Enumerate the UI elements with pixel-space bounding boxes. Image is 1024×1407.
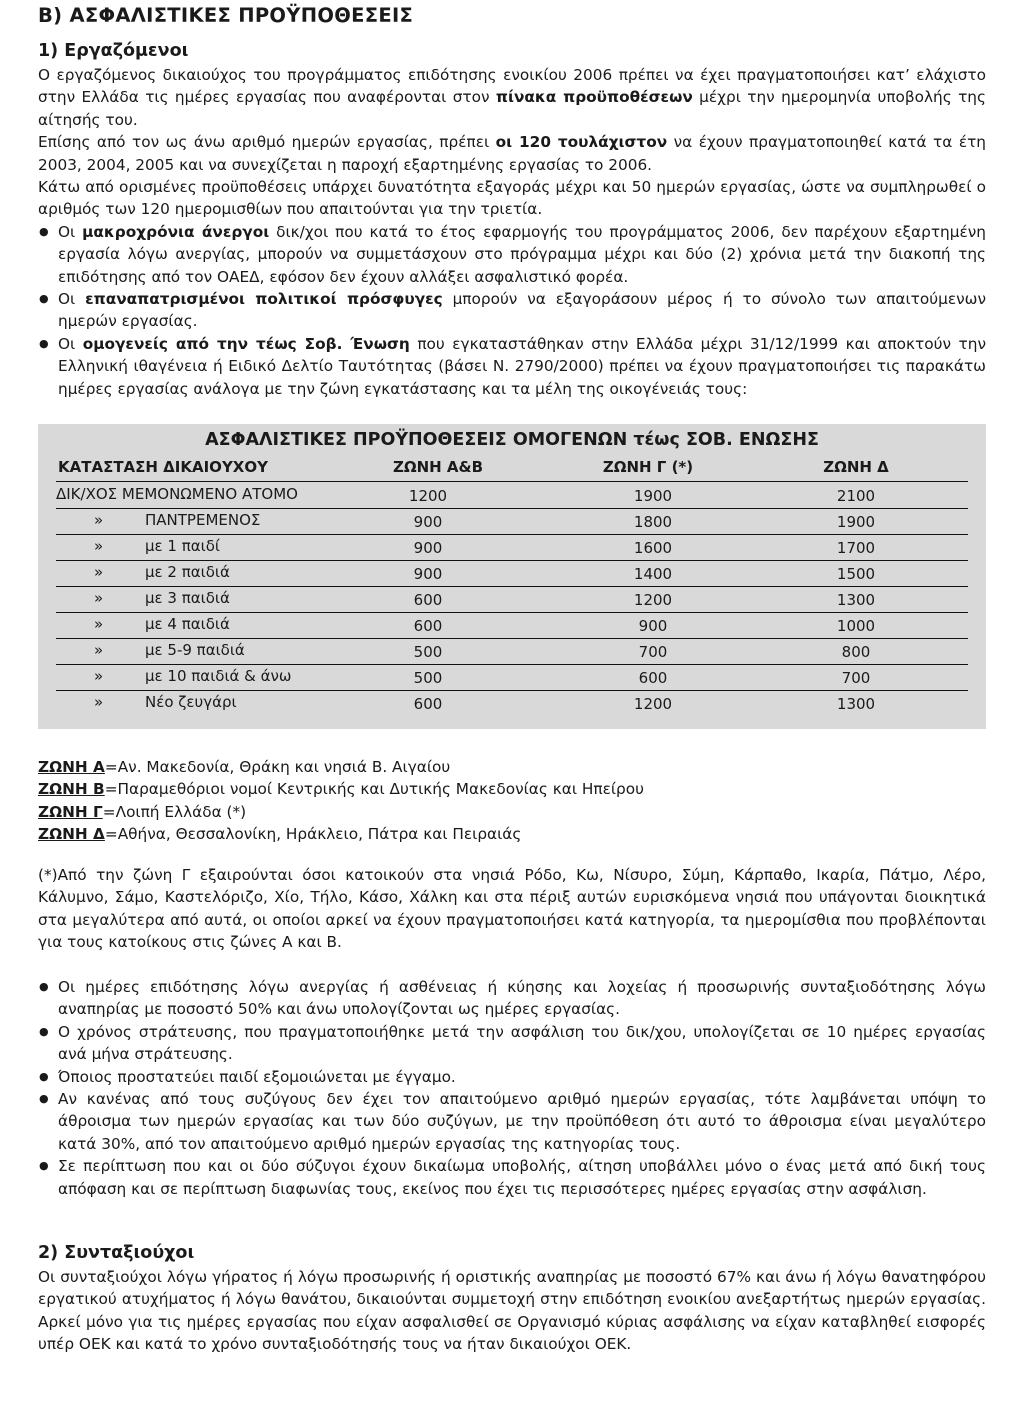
zone-line (38, 801, 644, 823)
zone-name: ΖΩΝΗ Β (38, 780, 105, 799)
zone-desc: =Λοιπή Ελλάδα (*) (102, 802, 247, 821)
table-row (38, 691, 986, 715)
cell-zone-d: 1900 (836, 513, 876, 531)
cell-zone-d: 700 (841, 669, 871, 687)
zone-name: ΖΩΝΗ Δ (38, 825, 105, 844)
cell-zone-d: 1700 (836, 539, 876, 557)
cell-zone-d: 800 (841, 643, 871, 661)
row-marker: » (94, 667, 104, 685)
row-marker: » (94, 537, 104, 555)
cell-zone-ab: 500 (413, 669, 443, 687)
list-item (38, 288, 986, 333)
paragraph-2 (38, 131, 986, 176)
table-row (38, 613, 986, 637)
row-label: με 10 παιδιά & άνω (145, 667, 292, 685)
cell-zone-g: 700 (638, 643, 668, 661)
zone-line (38, 823, 644, 845)
section-1-heading: 1) Εργαζόμενοι (38, 41, 189, 61)
bullet-text: Οι (58, 290, 86, 309)
cell-zone-d: 1500 (836, 565, 876, 583)
header-zone-d: ΖΩΝΗ Δ (823, 458, 889, 476)
row-label: με 3 παιδιά (145, 589, 230, 607)
paragraph-2-text-c: να έχουν πραγματοποιηθεί κατά τα έτη 2003, 2004, 2005 και να συνεχίζεται η παροχή εξαρτημένης εργασίας το 2006. (38, 133, 986, 174)
cell-zone-ab: 1200 (408, 487, 448, 505)
cell-zone-g: 600 (638, 669, 668, 687)
paragraph-2-bold: οι 120 τουλάχιστον (495, 133, 668, 152)
table-row (38, 509, 986, 533)
cell-zone-ab: 900 (413, 539, 443, 557)
cell-zone-ab: 900 (413, 565, 443, 583)
paragraph-1-text-c: μέχρι την ημερομηνία υποβολής της αίτησής του. (38, 88, 986, 129)
list-item: ● Αν κανένας από τους συζύγους δεν έχει τον απαιτούμενο αριθμό ημερών εργασίας, τότε λαμβάνεται υπόψη το άθροισμα των ημερών εργασίας και των δύο συζύγων, με την προϋπόθεση ότι αυτό το άθροισμα είναι μεγαλύτερο κατά 30%, από τον απαιτούμενο αριθμό ημερών εργασίας της κατηγορίας τους. (38, 1088, 986, 1155)
cell-zone-ab: 500 (413, 643, 443, 661)
list-item: ● Όποιος προστατεύει παιδί εξομοιώνεται με έγγαμο. (38, 1066, 986, 1088)
row-label: ΠΑΝΤΡΕΜΕΝΟΣ (145, 511, 261, 529)
section-1-body (38, 64, 986, 400)
bullet-bold: ομογενείς από την τέως Σοβ. Ένωση (82, 334, 410, 353)
conditions-list (38, 976, 986, 1200)
zone-definitions (38, 756, 644, 846)
table-row (38, 587, 986, 611)
row-marker: » (94, 693, 104, 711)
row-label: ΔΙΚ/ΧΟΣ ΜΕΜΟΝΩΜΕΝΟ ΑΤΟΜΟ (56, 485, 298, 503)
row-marker: » (94, 589, 104, 607)
bullet-text: δικ/χοι που κατά το έτος εφαρμογής του προγράμματος 2006, δεν παρέχουν εξαρτημένη εργασία λόγω ανεργίας, μπορούν να συμμετάσχουν στο πρόγραμμα μέχρι και δύο (2) χρόνια μετά την διακοπή της επιδότησης από τον ΟΑΕΔ, εφόσον δεν έχουν αλλάξει ασφαλιστικό φορέα. (58, 222, 986, 286)
bullet-bold: μακροχρόνια άνεργοι (82, 222, 270, 241)
zone-line (38, 756, 644, 778)
table-row (38, 639, 986, 663)
zone-footnote: (*)Από την ζώνη Γ εξαιρούνται όσοι κατοικούν στα νησιά Ρόδο, Κω, Νίσυρο, Σύμη, Κάρπαθο, Ικαρία, Πάτμο, Λέρο, Κάλυμνο, Σάμο, Καστελόριζο, Χίο, Τήλο, Κάσο, Χάλκη και στα πέριξ αυτών ευρισκόμενα νησιά που υπάγονται διοικητικά στα μεγαλύτερα από αυτά, οι οποίοι αρκεί να έχουν πραγματοποιήσει κατά κατηγορία, τα ημερομίσθια που προβλέπονται για τους κατοίκους στις ζώνες Α και Β. (38, 866, 986, 952)
cell-zone-ab: 900 (413, 513, 443, 531)
header-rule (56, 481, 968, 482)
cell-zone-d: 1000 (836, 617, 876, 635)
row-label: Νέο ζευγάρι (145, 693, 237, 711)
cell-zone-d: 1300 (836, 695, 876, 713)
row-marker: » (94, 511, 104, 529)
table-row (38, 535, 986, 559)
cell-zone-ab: 600 (413, 695, 443, 713)
requirements-table (38, 424, 986, 729)
cell-zone-g: 1400 (633, 565, 673, 583)
row-marker: » (94, 563, 104, 581)
cell-zone-g: 1600 (633, 539, 673, 557)
zone-desc: =Αθήνα, Θεσσαλονίκη, Ηράκλειο, Πάτρα και Πειραιάς (104, 825, 522, 844)
paragraph-1-text-a: Ο εργαζόμενος δικαιούχος του προγράμματος επιδότησης ενοικίου 2006 πρέπει να έχει πραγματοποιήσει κατ’ ελάχιστο στην Ελλάδα τις ημέρες εργασίας που αναφέρονται στον (38, 66, 986, 107)
zone-desc: =Αν. Μακεδονία, Θράκη και νησιά Β. Αιγαίου (104, 758, 451, 776)
bullet-text: που εγκαταστάθηκαν στην Ελλάδα μέχρι 31/12/1999 και αποκτούν την Ελληνική ιθαγένεια ή Ειδικό Δελτίο Ταυτότητας (βάσει Ν. 2790/2000) πρέπει να έχουν πραγματοποιήσει τις παρακάτω ημέρες εργασίας ανάλογα με την ζώνη εγκατάστασης και τα μέλη της οικογένειάς τους: (58, 334, 986, 398)
zone-name: ΖΩΝΗ Α (38, 758, 105, 776)
header-status: ΚΑΤΑΣΤΑΣΗ ΔΙΚΑΙΟΥΧΟΥ (58, 458, 268, 476)
header-zone-ab: ΖΩΝΗ Α&Β (392, 458, 484, 476)
cell-zone-g: 1200 (633, 695, 673, 713)
paragraph-2-text-a: Επίσης από τον ως άνω αριθμό ημερών εργασίας, πρέπει (38, 133, 496, 152)
cell-zone-ab: 600 (413, 617, 443, 635)
cell-zone-g: 900 (638, 617, 668, 635)
section-1-bullets (38, 221, 986, 400)
row-label: με 2 παιδιά (145, 563, 230, 581)
cell-zone-g: 1200 (633, 591, 673, 609)
table-row (38, 665, 986, 689)
list-item: ● Ο χρόνος στράτευσης, που πραγματοποιήθηκε μετά την ασφάλιση του δικ/χου, υπολογίζεται σε 10 ημέρες εργασίας ανά μήνα στράτευσης. (38, 1021, 986, 1066)
section-2-heading: 2) Συνταξιούχοι (38, 1243, 195, 1263)
paragraph-1-bold: πίνακα προϋποθέσεων (495, 88, 693, 107)
row-label: με 4 παιδιά (145, 615, 230, 633)
row-marker: » (94, 641, 104, 659)
cell-zone-g: 1900 (633, 487, 673, 505)
zone-line (38, 778, 644, 800)
zone-desc: =Παραμεθόριοι νομοί Κεντρικής και Δυτικής Μακεδονίας και Ηπείρου (104, 780, 644, 799)
section-2-body: Οι συνταξιούχοι λόγω γήρατος ή λόγω προσωρινής ή οριστικής αναπηρίας με ποσοστό 67% και άνω ή λόγω θανατηφόρου εργατικού ατυχήματος ή λόγω θανάτου, δικαιούνται συμμετοχή στην επιδότηση ενοικίου ανεξαρτήτως ημερών εργασίας. Αρκεί μόνο για τις ημέρες εργασίας που είχαν ασφαλισθεί σε Οργανισμό κύριας ασφάλισης να είχαν καταβληθεί εισφορές υπέρ ΟΕΚ και κατά το χρόνο συνταξιοδότησής τους να ήταν δικαιούχοι ΟΕΚ. (38, 1268, 986, 1354)
cell-zone-g: 1800 (633, 513, 673, 531)
table-title: ΑΣΦΑΛΙΣΤΙΚΕΣ ΠΡΟΫΠΟΘΕΣΕΙΣ ΟΜΟΓΕΝΩΝ τέως ΣΟΒ. ΕΝΩΣΗΣ (205, 430, 819, 450)
bullet-text: Οι (58, 334, 83, 353)
paragraph-3: Κάτω από ορισμένες προϋποθέσεις υπάρχει δυνατότητα εξαγοράς μέχρι και 50 ημερών εργασίας, ώστε να συμπληρωθεί ο αριθμός των 120 ημερομισθίων που απαιτούνται για την τριετία. (38, 178, 986, 219)
row-label: με 1 παιδί (145, 537, 220, 555)
list-item (38, 333, 986, 400)
list-item: ● Οι ημέρες επιδότησης λόγω ανεργίας ή ασθένειας ή κύησης και λοχείας ή προσωρινής συνταξιοδότησης λόγω αναπηρίας με ποσοστό 50% και άνω υπολογίζονται ως ημέρες εργασίας. (38, 976, 986, 1021)
header-zone-g: ΖΩΝΗ Γ (*) (602, 458, 694, 476)
table-row (38, 483, 986, 507)
cell-zone-ab: 600 (413, 591, 443, 609)
row-marker: » (94, 615, 104, 633)
paragraph-1 (38, 64, 986, 131)
row-label: με 5-9 παιδιά (145, 641, 245, 659)
zone-name: ΖΩΝΗ Γ (38, 802, 103, 821)
list-item (38, 221, 986, 288)
page-title: Β) ΑΣΦΑΛΙΣΤΙΚΕΣ ΠΡΟΫΠΟΘΕΣΕΙΣ (38, 4, 414, 27)
list-item: ● Σε περίπτωση που και οι δύο σύζυγοι έχουν δικαίωμα υποβολής, αίτηση υποβάλλει μόνο ο ένας μετά από δική τους απόφαση και σε περίπτωση διαφωνίας τους, εκείνος που έχει τις περισσότερες ημέρες εργασίας στην ασφάλιση. (38, 1155, 986, 1200)
bullet-text: Οι (58, 222, 83, 241)
cell-zone-d: 2100 (836, 487, 876, 505)
cell-zone-d: 1300 (836, 591, 876, 609)
bullet-text: μπορούν να εξαγοράσουν μέρος ή το σύνολο των απαιτούμενων ημερών εργασίας. (58, 290, 986, 331)
table-row (38, 561, 986, 585)
bullet-bold: επαναπατρισμένοι πολιτικοί πρόσφυγες (85, 290, 443, 309)
